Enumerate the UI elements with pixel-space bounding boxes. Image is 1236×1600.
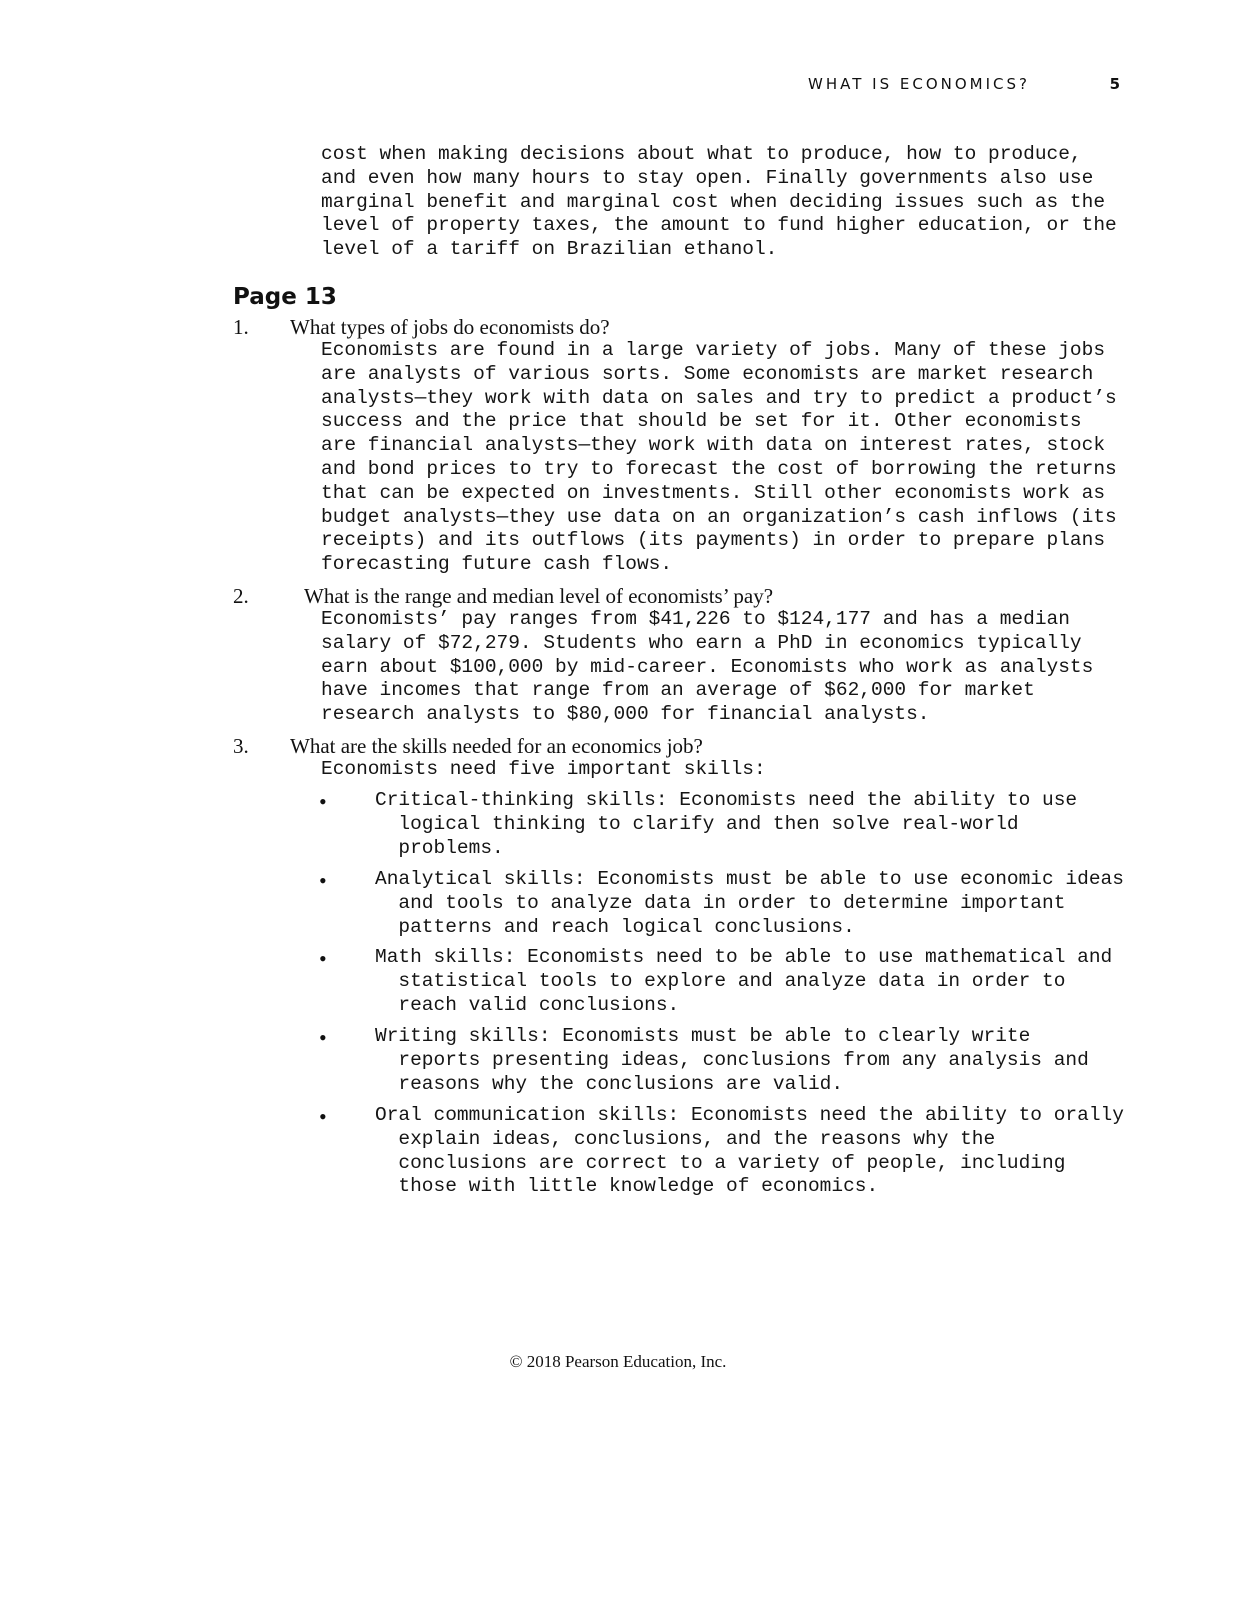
bullet-icon: • bbox=[319, 789, 327, 814]
bullet-icon: • bbox=[319, 868, 327, 893]
question-2-number: 2. bbox=[233, 584, 249, 608]
skill-item-oral-communication: Oral communication skills: Economists need the ability to orally explain ideas, conclusions, and the reasons why the conclusions are correct to a variety of people, including those with little knowledge of economics. bbox=[375, 1104, 1124, 1198]
bullet-icon: • bbox=[319, 946, 327, 971]
bullet-icon: • bbox=[319, 1025, 327, 1050]
question-1-number: 1. bbox=[233, 315, 249, 339]
skill-item-math: Math skills: Economists need to be able to use mathematical and statistical tools to explore and analyze data in order to reach valid conclusions. bbox=[375, 946, 1113, 1016]
skill-item-analytical: Analytical skills: Economists must be able to use economic ideas and tools to analyze data in order to determine important patterns and reach logical conclusions. bbox=[375, 868, 1124, 938]
question-2-text: What is the range and median level of economists’ pay? bbox=[304, 584, 774, 608]
intro-paragraph: cost when making decisions about what to produce, how to produce, and even how many hours to stay open. Finally governments also use marginal benefit and marginal cost when deciding issues such as the level of property taxes, the amount to fund higher education, or the level of a tariff on Brazilian ethanol. bbox=[321, 143, 1117, 261]
question-2-answer: Economists’ pay ranges from $41,226 to $124,177 and has a median salary of $72,279. Students who earn a PhD in economics typically earn about $100,000 by mid-career. Economists who work as analysts have incomes that range from an average of $62,000 for market research analysts to $80,000 for financial analysts. bbox=[321, 608, 1094, 726]
question-1-answer: Economists are found in a large variety of jobs. Many of these jobs are analysts of various sorts. Some economists are market research analysts—they work with data on sales and try to predict a product’s success and the price that should be set for it. Other economists are financial analysts—they work with data on interest rates, stock and bond prices to try to forecast the cost of borrowing the returns that can be expected on investments. Still other economists work as budget analysts—they use data on an organization’s cash inflows (its receipts) and its outflows (its payments) in order to prepare plans forecasting future cash flows. bbox=[321, 339, 1117, 576]
skill-item-critical-thinking: Critical-thinking skills: Economists need the ability to use logical thinking to clarify and then solve real-world problems. bbox=[375, 789, 1078, 859]
bullet-icon: • bbox=[319, 1104, 327, 1129]
running-title: WHAT IS ECONOMICS? bbox=[808, 75, 1030, 93]
section-heading: Page 13 bbox=[233, 284, 337, 310]
question-3-answer: Economists need five important skills: bbox=[321, 758, 766, 780]
skill-item-writing: Writing skills: Economists must be able to clearly write reports presenting ideas, conclusions from any analysis and reasons why the conclusions are valid. bbox=[375, 1025, 1089, 1095]
question-1-text: What types of jobs do economists do? bbox=[290, 315, 610, 339]
page-number: 5 bbox=[1109, 75, 1120, 93]
copyright-footer: © 2018 Pearson Education, Inc. bbox=[509, 1352, 727, 1371]
question-3-number: 3. bbox=[233, 734, 249, 758]
question-3-text: What are the skills needed for an economics job? bbox=[290, 734, 703, 758]
